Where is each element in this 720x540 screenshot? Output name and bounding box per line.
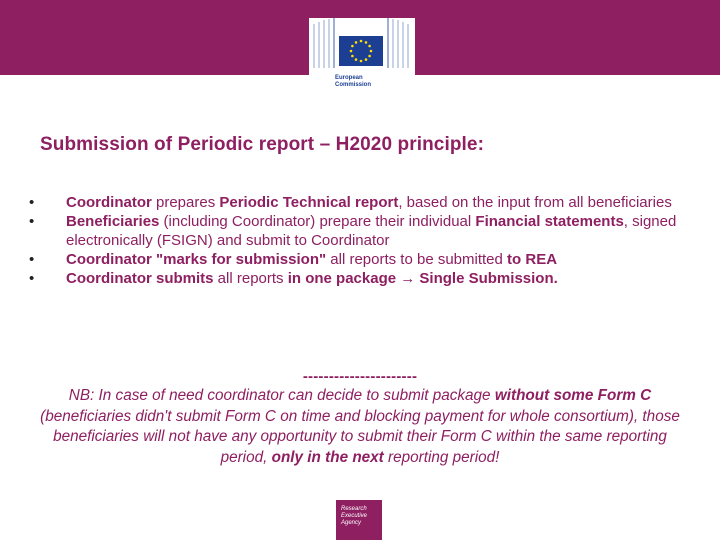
note-text: (beneficiaries didn't submit Form C on time and blocking payment for whole consortium), those beneficiaries will not have any opportunity to submit their Form C within the same reporting period,: [40, 407, 680, 466]
note-text: only in the next: [271, 448, 384, 466]
bullet-item: [29, 269, 689, 288]
bullet-dot: •: [29, 194, 35, 211]
bullet-item: [29, 250, 689, 269]
bullet-dot: •: [29, 270, 35, 287]
bullet-text: , based on the input from all beneficiaries: [398, 194, 672, 211]
bullet-text: , signed electronically (FSIGN) and submit to Coordinator: [66, 213, 677, 249]
bullet-text: prepares: [151, 194, 220, 211]
logo-line-european: European: [335, 75, 363, 81]
rea-line-executive: Executive: [341, 513, 368, 519]
rea-logo-text: [341, 506, 367, 527]
bullet-list: [29, 193, 689, 288]
bullet-text: all reports to be submitted: [326, 251, 508, 268]
bullet-text: all reports: [213, 270, 288, 287]
slide-title: Submission of Periodic report – H2020 principle:: [40, 134, 485, 155]
bullet-text: Coordinator: [66, 194, 152, 211]
note-text: reporting period!: [383, 448, 500, 466]
bullet-text: in one package: [287, 270, 397, 287]
bullet-text: → Single Submission.: [396, 270, 558, 287]
european-commission-logo: [309, 18, 415, 98]
bullet-item: [29, 193, 689, 212]
rea-line-agency: Agency: [341, 520, 362, 526]
bullet-text: Financial statements: [475, 213, 624, 230]
logo-text: [335, 75, 371, 89]
note-text: NB: In case of need coordinator can decide to submit package: [68, 387, 495, 404]
rea-line-research: Research: [341, 506, 367, 512]
note-text: without some Form C: [494, 387, 652, 404]
bullet-text: to REA: [507, 251, 558, 268]
bullet-text: Coordinator submits: [66, 270, 214, 287]
bullet-item: [29, 212, 689, 250]
bullet-text: Periodic Technical report: [219, 194, 399, 211]
logo-line-commission: Commission: [335, 82, 372, 88]
bullet-dot: •: [29, 213, 35, 230]
bullet-text: (including Coordinator) prepare their individual: [159, 213, 476, 230]
bullet-text: Coordinator "marks for submission": [66, 251, 327, 268]
separator-line: ----------------------: [302, 368, 418, 385]
rea-logo: [336, 500, 382, 540]
nb-note: [32, 386, 688, 468]
bullet-dot: •: [29, 251, 35, 268]
bullet-text: Beneficiaries: [66, 213, 160, 230]
